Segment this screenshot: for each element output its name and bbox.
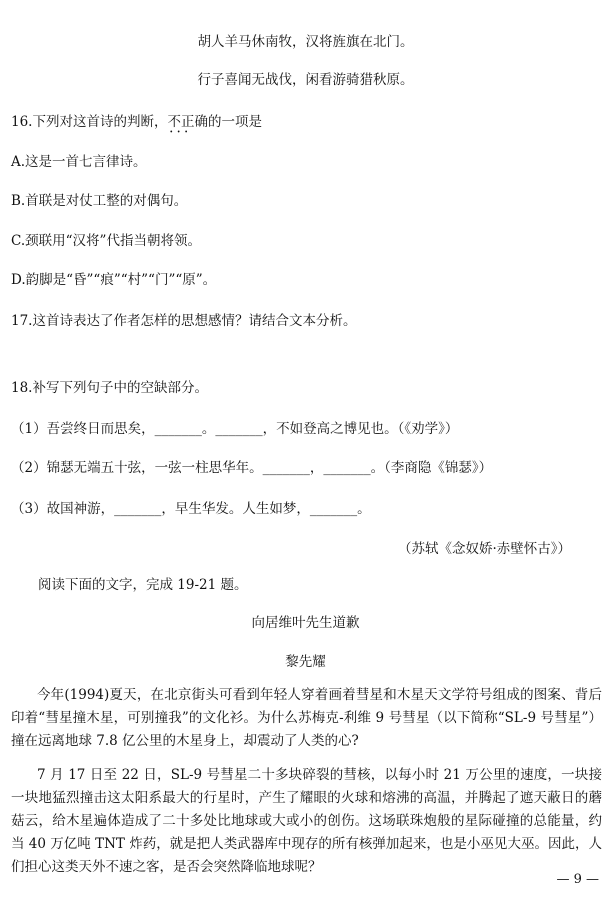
reading-instruction: 阅读下面的文字，完成 19-21 题。: [38, 577, 248, 593]
question-16-stem: [11, 110, 262, 130]
question-18-item-1: （1）吾尝终日而思矣，_______。_______，不如登高之博见也。（《劝学》）: [11, 421, 459, 437]
article-author: 黎先耀: [285, 654, 326, 670]
question-17: 17.这首诗表达了作者怎样的思想感情？请结合文本分析。: [11, 313, 357, 329]
article-title: 向居维叶先生道歉: [251, 615, 360, 631]
poem-line-2: 行子喜闻无战伐，闲看游骑猎秋原。: [197, 72, 414, 88]
option-b: B.首联是对仗工整的对偶句。: [11, 193, 188, 209]
article-paragraph-1: 今年(1994)夏天，在北京街头可看到年轻人穿着画着彗星和木星天文学符号组成的图案、背后印着“彗星撞木星，可别撞我”的文化衫。为什么苏梅克-利维 9 号彗星（以下简称“SL-9 号彗星”）撞在远离地球 7.8 亿公里的木星身上，却震动了人类的心?: [11, 687, 602, 749]
question-18-item-3: （3）故国神游，_______，早生华发。人生如梦，_______。: [11, 501, 371, 517]
page-number: — 9 —: [556, 872, 599, 887]
option-a: A.这是一首七言律诗。: [11, 154, 147, 170]
question-18-item-3-source: （苏轼《念奴娇·赤壁怀古》）: [397, 541, 571, 557]
question-18-stem: 18.补写下列句子中的空缺部分。: [11, 380, 208, 396]
question-18-item-2: （2）锦瑟无端五十弦，一弦一柱思华年。_______，_______。（李商隐《锦瑟》）: [11, 460, 493, 476]
poem-line-1: 胡人羊马休南牧，汉将旌旗在北门。: [197, 34, 414, 50]
emphasis-not-correct: 不正确 • • •: [167, 114, 208, 130]
question-16-stem-start: 16.下列对这首诗的判断，: [11, 114, 168, 130]
question-16-stem-end: 的一项是: [207, 114, 262, 130]
option-c: C.颈联用“汉将”代指当朝将领。: [11, 233, 201, 249]
article-paragraph-2: 7 月 17 日至 22 日，SL-9 号彗星二十多块碎裂的彗核，以每小时 21 万公里的速度，一块接一块地猛烈撞击这太阳系最大的行星时，产生了耀眼的火球和熔沸的高温，并腾起了遮天蔽日的蘑菇云，给木星遍体造成了二十多处比地球或大或小的创伤。这场联珠炮般的星际碰撞的总能量，约当 40 万亿吨 TNT 炸药，就是把人类武器库中现存的所有核弹加起来，也是小巫见大巫。因此，人们担心这类天外不速之客，是否会突然降临地球呢？: [11, 767, 602, 875]
option-d: D.韵脚是“昏”“痕”“村”“门”“原”。: [11, 272, 217, 288]
